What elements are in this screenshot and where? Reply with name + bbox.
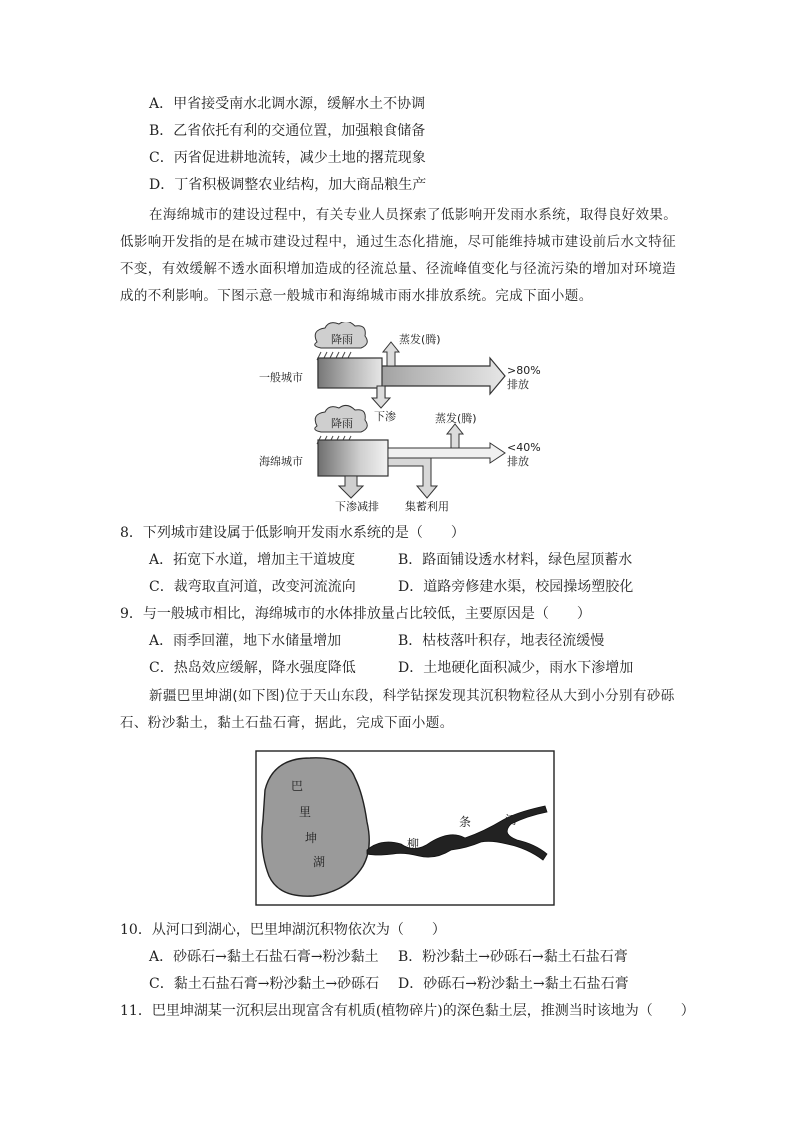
q9-option-c: C．热岛效应缓解，降水强度降低 [149, 660, 356, 676]
q9-option-b: B．枯枝落叶积存，地表径流缓慢 [398, 633, 605, 649]
general-city-label: 一般城市 [259, 371, 303, 384]
sponge-evap-label: 蒸发(腾) [435, 412, 477, 425]
general-out-pct: >80% [507, 364, 541, 377]
intro1-line-2: 低影响开发指的是在城市建设过程中，通过生态化措施，尽可能维持城市建设前后水文特征 [120, 234, 676, 250]
river-label-he: 河 [505, 813, 518, 827]
q8-option-d: D．道路旁修建水渠，校园操场塑胶化 [398, 579, 634, 595]
q10-stem: 10．从河口到湖心，巴里坤湖沉积物依次为（ ） [120, 922, 446, 938]
sponge-discharge: 排放 [507, 455, 529, 468]
q10-option-d: D．砂砾石→粉沙黏土→黏土石盐石膏 [398, 976, 629, 992]
sponge-evap-arrow [447, 424, 463, 448]
lake-label-ba: 巴 [291, 779, 304, 793]
general-rain-label: 降雨 [331, 333, 353, 346]
q8-option-c: C．裁弯取直河道，改变河流流向 [149, 579, 356, 595]
q10-option-a: A．砂砾石→黏土石盐石膏→粉沙黏土 [149, 949, 379, 965]
sponge-city-block [318, 440, 388, 476]
lake-shape [262, 758, 369, 896]
intro1-line-4: 成的不利影响。下图示意一般城市和海绵城市雨水排放系统。完成下面小题。 [120, 288, 593, 304]
q7-option-a: A．甲省接受南水北调水源，缓解水土不协调 [149, 96, 426, 112]
sponge-infiltrate-label: 下渗减排 [335, 500, 379, 512]
q8-stem: 8．下列城市建设属于低影响开发雨水系统的是（ ） [120, 525, 465, 541]
q8-option-b: B．路面铺设透水材料，绿色屋顶蓄水 [398, 552, 633, 568]
intro2-line-1: 新疆巴里坤湖(如下图)位于天山东段，科学钻探发现其沉积物粒径从大到小分别有砂砾 [149, 688, 675, 704]
sponge-infiltrate-arrow [339, 476, 363, 498]
barkol-lake-map [255, 750, 555, 908]
general-evap-label: 蒸发(腾) [399, 333, 441, 346]
lake-label-li: 里 [299, 805, 312, 819]
river-label-tiao: 条 [459, 815, 472, 829]
q10-option-b: B．粉沙黏土→砂砾石→黏土石盐石膏 [398, 949, 628, 965]
q9-option-d: D．土地硬化面积减少，雨水下渗增加 [398, 660, 634, 676]
sponge-city-label: 海绵城市 [259, 455, 303, 468]
intro2-line-2: 石、粉沙黏土，黏土石盐石膏，据此，完成下面小题。 [120, 715, 454, 731]
q8-option-a: A．拓宽下水道，增加主干道坡度 [149, 552, 356, 568]
general-evap-arrow [383, 342, 399, 366]
lake-label-hu: 湖 [313, 855, 326, 869]
q11-stem: 11．巴里坤湖某一沉积层出现富含有机质(植物碎片)的深色黏土层，推测当时该地为（ ） [120, 1003, 695, 1019]
sponge-out-pct: <40% [507, 441, 541, 454]
sponge-collect-arrow [388, 458, 437, 498]
intro1-line-3: 不变，有效缓解不透水面积增加造成的径流总量、径流峰值变化与径流污染的增加对环境造 [120, 261, 676, 277]
lake-label-kun: 坤 [305, 831, 318, 845]
sponge-rain-label: 降雨 [331, 417, 353, 430]
q10-option-c: C．黏土石盐石膏→粉沙黏土→砂砾石 [149, 976, 380, 992]
river-label-liu: 柳 [407, 837, 420, 851]
general-infiltrate-label: 下渗 [374, 410, 396, 423]
q7-option-c: C．丙省促进耕地流转，减少土地的撂荒现象 [149, 150, 426, 166]
q7-option-d: D．丁省积极调整农业结构，加大商品粮生产 [149, 177, 427, 193]
q9-stem: 9．与一般城市相比，海绵城市的水体排放量占比较低，主要原因是（ ） [120, 606, 591, 622]
general-discharge: 排放 [507, 378, 529, 391]
q7-option-b: B．乙省依托有利的交通位置，加强粮食储备 [149, 123, 426, 139]
general-infiltrate-arrow [372, 386, 390, 408]
sponge-collect-label: 集蓄利用 [405, 500, 449, 512]
intro1-line-1: 在海绵城市的建设过程中，有关专业人员探索了低影响开发雨水系统，取得良好效果。 [149, 207, 678, 223]
rainwater-system-diagram [255, 322, 545, 512]
q9-option-a: A．雨季回灌，地下水储量增加 [149, 633, 342, 649]
